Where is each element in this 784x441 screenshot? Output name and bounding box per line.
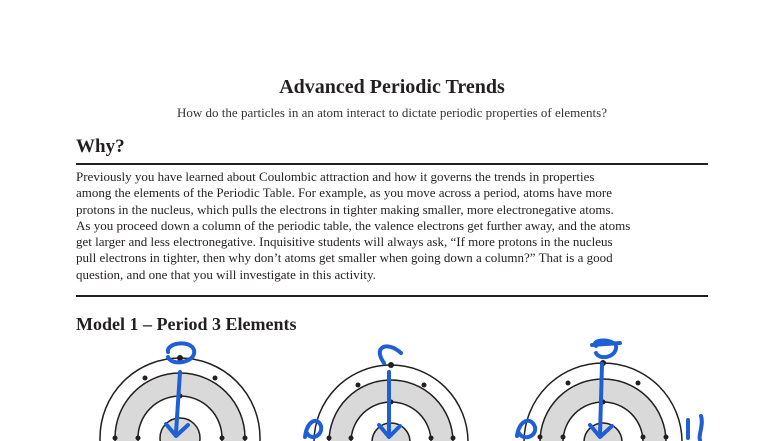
electron (636, 381, 641, 386)
paragraph-line: protons in the nucleus, which pulls the electrons in tighter making smaller, more electronegative atoms. (76, 201, 614, 217)
document-title: Advanced Periodic Trends (279, 76, 505, 98)
electron (220, 436, 225, 441)
paragraph-line: pull electrons in tighter, then why don’t atoms get smaller when going down a column?” That is a good (76, 250, 613, 266)
arrow-mark (600, 364, 602, 435)
why-heading: Why? (76, 136, 125, 157)
electron (429, 436, 434, 441)
document-subtitle: How do the particles in an atom interact to dictate periodic properties of elements? (177, 105, 607, 120)
circled-electron-mark (380, 346, 401, 363)
electron (113, 436, 118, 441)
electron (243, 436, 248, 441)
electron (356, 383, 361, 388)
electron (422, 383, 427, 388)
electron (566, 381, 571, 386)
electron (388, 362, 394, 368)
electron (641, 435, 646, 440)
paragraph-line: As you proceed down a column of the periodic table, the valence electrons get further away, and the atoms (76, 217, 631, 233)
paragraph-line: get larger and less electronegative. Inquisitive students will always ask, “If more protons in the nucleus (76, 234, 613, 250)
electron (451, 436, 456, 441)
electron (213, 376, 218, 381)
circled-electron-mark (592, 340, 620, 357)
electron (561, 435, 566, 440)
electron (143, 376, 148, 381)
model-heading: Model 1 – Period 3 Elements (76, 314, 297, 334)
electron (327, 436, 332, 441)
electron (349, 436, 354, 441)
paragraph-line: among the elements of the Periodic Table. For example, as you move across a period, atoms have more (76, 185, 613, 201)
electron (664, 435, 669, 440)
scribble-mark (688, 416, 702, 440)
paragraph-line: Previously you have learned about Coulombic attraction and how it governs the trends in properties (76, 169, 595, 184)
electron (538, 435, 543, 440)
paragraph-line: question, and one that you will investigate in this activity. (76, 266, 376, 282)
electron (136, 436, 141, 441)
